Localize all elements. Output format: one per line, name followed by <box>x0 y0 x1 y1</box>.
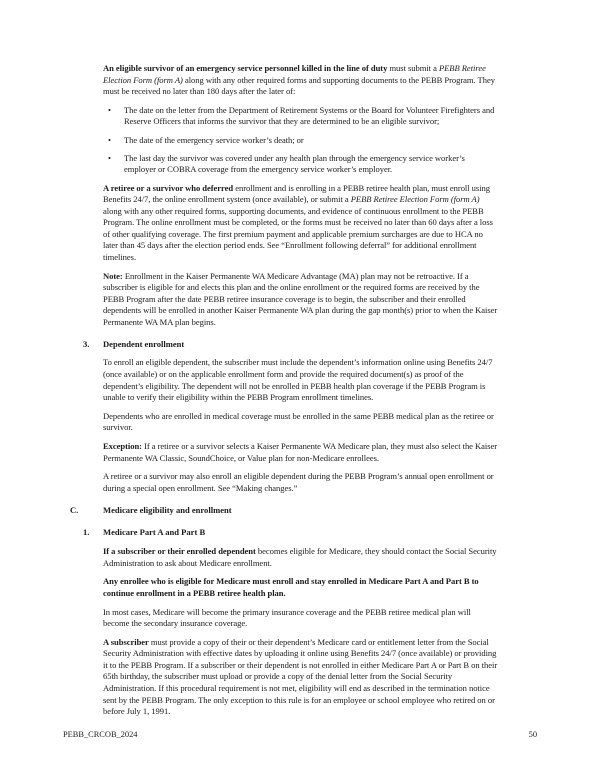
list-item-text: The last day the survivor was covered under any health plan through the emergency service worker’s employer or COBRA coverage from the emergency service worker’s employer. <box>124 152 465 175</box>
survivor-intro-form-reference: PEBB Retiree Election Form (form A) <box>103 63 486 85</box>
bullet-icon: • <box>108 104 111 115</box>
paragraph-dependent-enrollment-1: To enroll an eligible dependent, the subscriber must include the dependent’s information online using Benefits 24/7 (once available) or on the applicable enrollment form and provide the required document(s) as proof of the dependent’s eligibility. The dependent will not be enrolled in PEBB health plan coverage if the PEBB Program is unable to verify their eligibility within the PEBB Program enrollment timelines. <box>103 357 493 403</box>
kaiser-note-lead: Note: <box>103 270 123 281</box>
list-item <box>103 135 498 147</box>
paragraph-dependent-enrollment-2: Dependents who are enrolled in medical coverage must be enrolled in the same PEBB medical plan as the retiree or survivor. <box>103 410 494 433</box>
paragraph-deferred-enrollment <box>103 183 498 264</box>
deferred-enrollment-form-reference: PEBB Retiree Election Form (form A) <box>350 194 480 205</box>
deferred-enrollment-lead: A retiree or a survivor who deferred <box>103 182 234 193</box>
survivor-intro-lead: An eligible survivor of an emergency service personnel killed in the line of duty <box>103 63 388 73</box>
bullet-icon: • <box>108 134 111 145</box>
page-footer <box>63 729 537 740</box>
dependent-exception-lead: Exception: <box>103 441 142 452</box>
medicare-2-text: Any enrollee who is eligible for Medicare must enroll and stay enrolled in Medicare Part A and Part B to continue enrollment in a PEBB retiree health plan. <box>103 576 479 598</box>
heading-dependent-enrollment <box>83 339 498 351</box>
heading-label: Medicare Part A and Part B <box>103 527 206 538</box>
paragraph-medicare-3: In most cases, Medicare will become the primary insurance coverage and the PEBB retiree medical plan will become the secondary insurance coverage. <box>103 606 471 629</box>
deferred-enrollment-text-1: enrollment and is enrolling in a PEBB retiree health plan, must enroll using Benefits 24/7, the online enrollment system (once available), or submit a <box>103 182 490 205</box>
section-dependent-enrollment-body <box>103 357 498 494</box>
paragraph-dependent-exception <box>103 441 498 464</box>
survivor-deadline-list <box>103 105 498 176</box>
medicare-1-text: becomes eligible for Medicare, they should contact the Social Security Administration to ask about Medicare enrollment. <box>103 545 497 568</box>
heading-label: Medicare eligibility and enrollment <box>103 505 232 516</box>
list-item-text: The date on the letter from the Department of Retirement Systems or the Board for Volunteer Firefighters and Reserve Officers that informs the survivor that they are determined to be an eligible survivor; <box>124 104 495 127</box>
paragraph-kaiser-note <box>103 271 498 329</box>
heading-marker: 3. <box>83 338 90 349</box>
medicare-4-text: must provide a copy of their or their dependent’s Medicare card or entitlement letter from the Social Security Administration with effective dates by uploading it online using Benefits 24/7 (once available) or providing it to the PEBB Program. If a subscriber or their dependent is not enrolled in either Medicare Part A or Part B on their 65th birthday, the subscriber must upload or provide a copy of the denial letter from the Social Security Administration. If this procedural requirement is not met, eligibility will end as described in the termination notice sent by the PEBB Program. The only exception to this rule is for an employee or school employee who retired on or before July 1, 1991. <box>103 636 498 717</box>
bullet-icon: • <box>108 152 111 163</box>
heading-label: Dependent enrollment <box>103 338 185 349</box>
heading-medicare-eligibility <box>70 505 498 517</box>
survivor-intro-text-1: must submit a <box>387 63 439 73</box>
medicare-4-lead: A subscriber <box>103 636 149 647</box>
page-content <box>70 63 498 718</box>
heading-marker: 1. <box>83 527 90 538</box>
list-item <box>103 153 498 176</box>
paragraph-medicare-2 <box>103 576 498 599</box>
footer-document-id: PEBB_CRCOB_2024 <box>63 730 138 739</box>
paragraph-survivor-intro <box>103 63 498 98</box>
list-item-text: The date of the emergency service worker’s death; or <box>124 134 304 145</box>
footer-page-number: 50 <box>528 730 537 739</box>
list-item <box>103 105 498 128</box>
kaiser-note-text: Enrollment in the Kaiser Permanente WA Medicare Advantage (MA) plan may not be retroactive. If a subscriber is eligible for and elects this plan and the online enrollment or the required forms are received by the PEBB Program after the date PEBB retiree insurance coverage is to begin, the subscriber and their enrolled dependents will be enrolled in another Kaiser Permanente WA plan during the gap month(s) prior to when the Kaiser Permanente WA MA plan begins. <box>103 270 498 327</box>
section-medicare-part-ab-body <box>103 546 498 718</box>
paragraph-dependent-enrollment-3: A retiree or a survivor may also enroll an eligible dependent during the PEBB Program’s annual open enrollment or during a special open enrollment. See “Making changes.” <box>103 471 494 493</box>
dependent-exception-text: If a retiree or a survivor selects a Kaiser Permanente WA Medicare plan, they must also select the Kaiser Permanente WA Classic, SoundChoice, or Value plan for non-Medicare enrollees. <box>103 441 498 463</box>
medicare-1-lead: If a subscriber or their enrolled dependent <box>103 545 256 556</box>
heading-medicare-part-a-and-b <box>83 527 498 539</box>
deferred-enrollment-text-2: along with any other required forms, supporting documents, and evidence of continuous enrollment to the PEBB Program. The online enrollment must be completed, or the forms must be received no later than 60 days after a loss of other qualifying coverage. The first premium payment and applicable premium surcharges are due to HCA no later than 45 days after the election period ends. See “Enrollment following deferral” for additional enrollment timelines. <box>103 205 493 263</box>
heading-marker: C. <box>70 505 79 516</box>
paragraph-medicare-4 <box>103 637 498 718</box>
survivor-intro-text-2: along with any other required forms and supporting documents to the PEBB Program. They must be received no later than 180 days after the later of: <box>103 74 495 97</box>
paragraph-medicare-1 <box>103 546 498 569</box>
